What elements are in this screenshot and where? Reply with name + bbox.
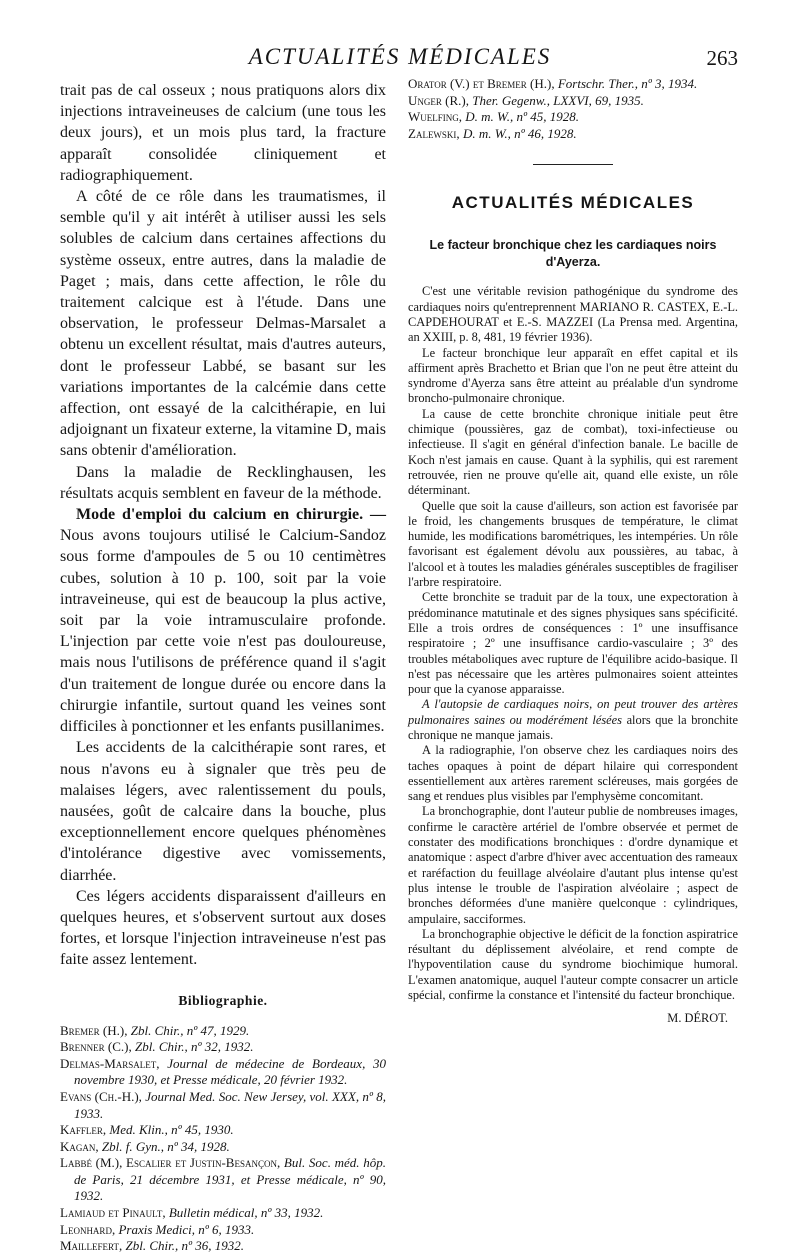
- running-title: ACTUALITÉS MÉDICALES: [248, 44, 552, 69]
- bibliography-entry: [60, 1205, 386, 1222]
- mode-text: Nous avons toujours utilisé le Calcium-Sandoz sous forme d'ampoules de 5 ou 10 centimètres cubes, solution à 10 p. 100, soit par la voie intraveineuse, qui est de beaucoup la plus active, soit par la voie intramusculaire profonde. L'injection par cette voie n'est pas douloureuse, mais nous l'utilisons de préférence quand il s'agit d'un traitement de longue durée ou encore dans la chirurgie infantile, surtout quand les veines sont difficiles à ponctionner et les enfants pusillanimes.: [60, 527, 386, 736]
- section-divider: [533, 164, 613, 165]
- paragraph: trait pas de cal osseux ; nous pratiquons alors dix injections intraveineuses de calcium (une tous les deux jours), et un mois plus tard, la fracture apparaît consolidée cliniquement et radiographiquement.: [60, 82, 386, 184]
- bib-author: Kagan,: [60, 1138, 99, 1154]
- bibliography-entry: [408, 109, 738, 126]
- paragraph: A côté de ce rôle dans les traumatismes, il semble qu'il y ait intérêt à utiliser aussi les sels solubles de calcium dans certaines affections du système osseux, entre autres, dans la maladie de Paget ; mais, dans cette affection, le rôle du traitement calcique est à l'étude. Dans une observation, le professeur Delmas-Marsalet a obtenu un excellent résultat, mais d'autres auteurs, dont le professeur Labbé, se basant sur les variations importantes de la calcémie dans cette affection, ont essayé de la calcithérapie, en lui adjoignant un fixateur externe, la vitamine D, mais sans obtenir d'amélioration.: [60, 188, 386, 460]
- running-header: [0, 38, 800, 78]
- article-title: Le facteur bronchique chez les cardiaques noirs d'Ayerza.: [429, 238, 717, 269]
- paragraph: Cette bronchite se traduit par de la toux, une expectoration à prédominance matutinale et des signes physiques sans spécificité. Elle a trois ordres de conséquences : 1º une insuffisance respiratoire ; 2º une insuffisance cardio-vasculaire ; 3º des troubles métaboliques avec rupture de l'équilibre acido-basique. Il n'est pas nécessaire que les artères pulmonaires soient atteintes pour que la cyanose apparaisse.: [408, 590, 738, 697]
- autopsy-rest: alors que la bronchite chronique ne manque jamais.: [408, 712, 738, 742]
- bib-ref: Praxis Medici, nº 6, 1933.: [118, 1221, 255, 1237]
- bib-ref: Ther. Gegenw., LXXVI, 69, 1935.: [472, 92, 644, 108]
- paragraph: Les accidents de la calcithérapie sont rares, et nous n'avons eu à signaler que très peu de malaises légers, avec ralentissement du pouls, nausées, goût de calcaire dans la bouche, plus exceptionnellement encore quelques phénomènes d'intolérance digestive avec vomissements, diarrhée.: [60, 739, 386, 884]
- bib-author: Orator (V.) et Bremer (H.),: [408, 76, 555, 91]
- paragraph: Quelle que soit la cause d'ailleurs, son action est favorisée par le froid, les changements brusques de température, le climat humide, les modifications barométriques, les intempéries. Un rôle favorisant est également dévolu aux poussières, au tabac, à l'alcool et à toutes les maladies générales susceptibles de fragiliser l'arbre respiratoire.: [408, 498, 738, 590]
- mode-paragraph: [60, 504, 386, 737]
- bib-ref: Fortschr. Ther., nº 3, 1934.: [557, 76, 698, 91]
- paragraph: Ces légers accidents disparaissent d'ailleurs en quelques heures, et s'observent surtout aux doses fortes, et lorsque l'injection intraveineuse n'est pas faite assez lentement.: [60, 887, 386, 969]
- bib-ref: D. m. W., nº 45, 1928.: [465, 109, 579, 125]
- mode-heading: Mode d'emploi du calcium en chirurgie. —: [76, 506, 386, 524]
- paragraph: La bronchographie, dont l'auteur publie de nombreuses images, confirme le caractère artériel de l'ombre observée et permet de constater des modifications bronchiques : d'ordre dynamique et anatomique : aspect d'arbre d'hiver avec accentuation des rameaux et raréfaction du feuillage alvéolaire d'autant plus intense qu'est plus intense le trouble de l'aspiration alvéolaire ; aspect de bronches déformées d'une manière quelconque : cylindriques, ampulaire, sacciformes.: [408, 804, 738, 926]
- bib-ref: Bul. Soc. méd. hôp. de Paris, 21 décembre 1931, et Presse médicale, nº 90, 1932.: [74, 1155, 387, 1204]
- bib-author: Lamiaud et Pinault,: [60, 1205, 166, 1221]
- bib-ref: Zbl. Chir., nº 47, 1929.: [130, 1022, 250, 1038]
- bib-author: Unger (R.),: [408, 92, 469, 108]
- paragraph: A la radiographie, l'on observe chez les cardiaques noirs des taches opaques à point de départ hilaire qui correspondent essentiellement aux artères rarement scléreuses, mais gorgées de sang et rendues plus visibles par l'emphysème concomitant.: [408, 743, 738, 804]
- bibliography-entry: [60, 1139, 386, 1156]
- author-signature: M. DÉROT.: [667, 1011, 728, 1026]
- bib-author: Wuelfing,: [408, 109, 463, 125]
- bib-ref: Bulletin médical, nº 33, 1932.: [168, 1205, 324, 1221]
- bibliography-entry: [60, 1023, 386, 1040]
- bib-author: Kaffler,: [60, 1122, 107, 1138]
- page-number: 263: [706, 46, 738, 70]
- autopsy-paragraph: [408, 697, 738, 743]
- bibliography-entry: [60, 1122, 386, 1139]
- autopsy-italic: A l'autopsie de cardiaques noirs, on peut trouver des artères pulmonaires saines ou modérément lésées: [408, 697, 738, 727]
- paragraph: Dans la maladie de Recklinghausen, les résultats acquis semblent en faveur de la méthode.: [60, 463, 386, 502]
- paragraph: C'est une véritable revision pathogénique du syndrome des cardiaques noirs qu'entreprennent MARIANO R. CASTEX, E.-L. CAPDEHOURAT et E.-S. MAZZEI (La Prensa med. Argentina, an XXIII, p. 8, 481, 19 février 1936).: [408, 284, 738, 345]
- bib-author: Brenner (C.),: [60, 1039, 132, 1055]
- bib-author: Maillefert,: [60, 1238, 123, 1254]
- paragraph: Le facteur bronchique leur apparaît en effet capital et ils affirment après Brachetto et Brian que l'on ne peut être atteint du syndrome d'Ayerza sans être atteint au préalable d'un syndrome broncho-pulmonaire chronique.: [408, 345, 738, 406]
- paragraph: La bronchographie objective le déficit de la fonction aspiratrice résultant du déplissement alvéolaire, et rend compte de l'hypoventilation cause du syndrome biochimique humoral. L'examen anatomique, auquel l'auteur compte consacrer un article spécial, confirme la constance et l'intensité du facteur bronchique.: [408, 926, 738, 1003]
- bib-ref: Zbl. f. Gyn., nº 34, 1928.: [101, 1138, 230, 1154]
- bib-author: Labbé (M.), Escalier et Justin-Besançon,: [60, 1155, 281, 1171]
- bibliography-entry: [408, 93, 738, 110]
- bib-ref: D. m. W., nº 46, 1928.: [462, 125, 577, 141]
- bibliography-entry: [60, 1039, 386, 1056]
- bib-author: Delmas-Marsalet,: [60, 1055, 160, 1071]
- bib-ref: Zbl. Chir., nº 36, 1932.: [125, 1238, 245, 1254]
- bib-ref: Journal de médecine de Bordeaux, 30 novembre 1930, et Presse médicale, 20 février 1932.: [74, 1055, 386, 1088]
- bibliography-entry: [60, 1238, 386, 1255]
- bib-ref: Journal Med. Soc. New Jersey, vol. XXX, nº 8, 1933.: [74, 1088, 387, 1121]
- bib-ref: Zbl. Chir., nº 32, 1932.: [135, 1039, 254, 1055]
- bib-author: Zalewski,: [408, 125, 460, 141]
- bibliography-title: Bibliographie.: [178, 992, 268, 1008]
- bibliography-entry: [60, 1222, 386, 1239]
- right-column: [408, 76, 738, 1026]
- paragraph: La cause de cette bronchite chronique initiale peut être chimique (poussières, gaz de combat), toxi-infectieuse ou infectieuse. Il s'agit en général d'infection banale. Le bacille de Koch n'est jamais en cause. Quant à la syphilis, qui est rarement retrouvée, rien ne prouve qu'elle ait, quand elle existe, un rôle déterminant.: [408, 406, 738, 498]
- section-title: ACTUALITÉS MÉDICALES: [451, 193, 695, 213]
- left-column: [60, 80, 386, 1255]
- bib-author: Leonhard,: [60, 1221, 116, 1237]
- bib-ref: Med. Klin., nº 45, 1930.: [109, 1122, 234, 1138]
- bib-author: Evans (Ch.-H.),: [60, 1088, 142, 1104]
- bibliography-entry: [408, 126, 738, 143]
- bibliography-entry: [60, 1155, 386, 1205]
- bibliography-entry: [60, 1056, 386, 1089]
- bibliography-entry: [408, 76, 738, 93]
- bibliography-entry: [60, 1089, 386, 1122]
- bib-author: Bremer (H.),: [60, 1022, 128, 1038]
